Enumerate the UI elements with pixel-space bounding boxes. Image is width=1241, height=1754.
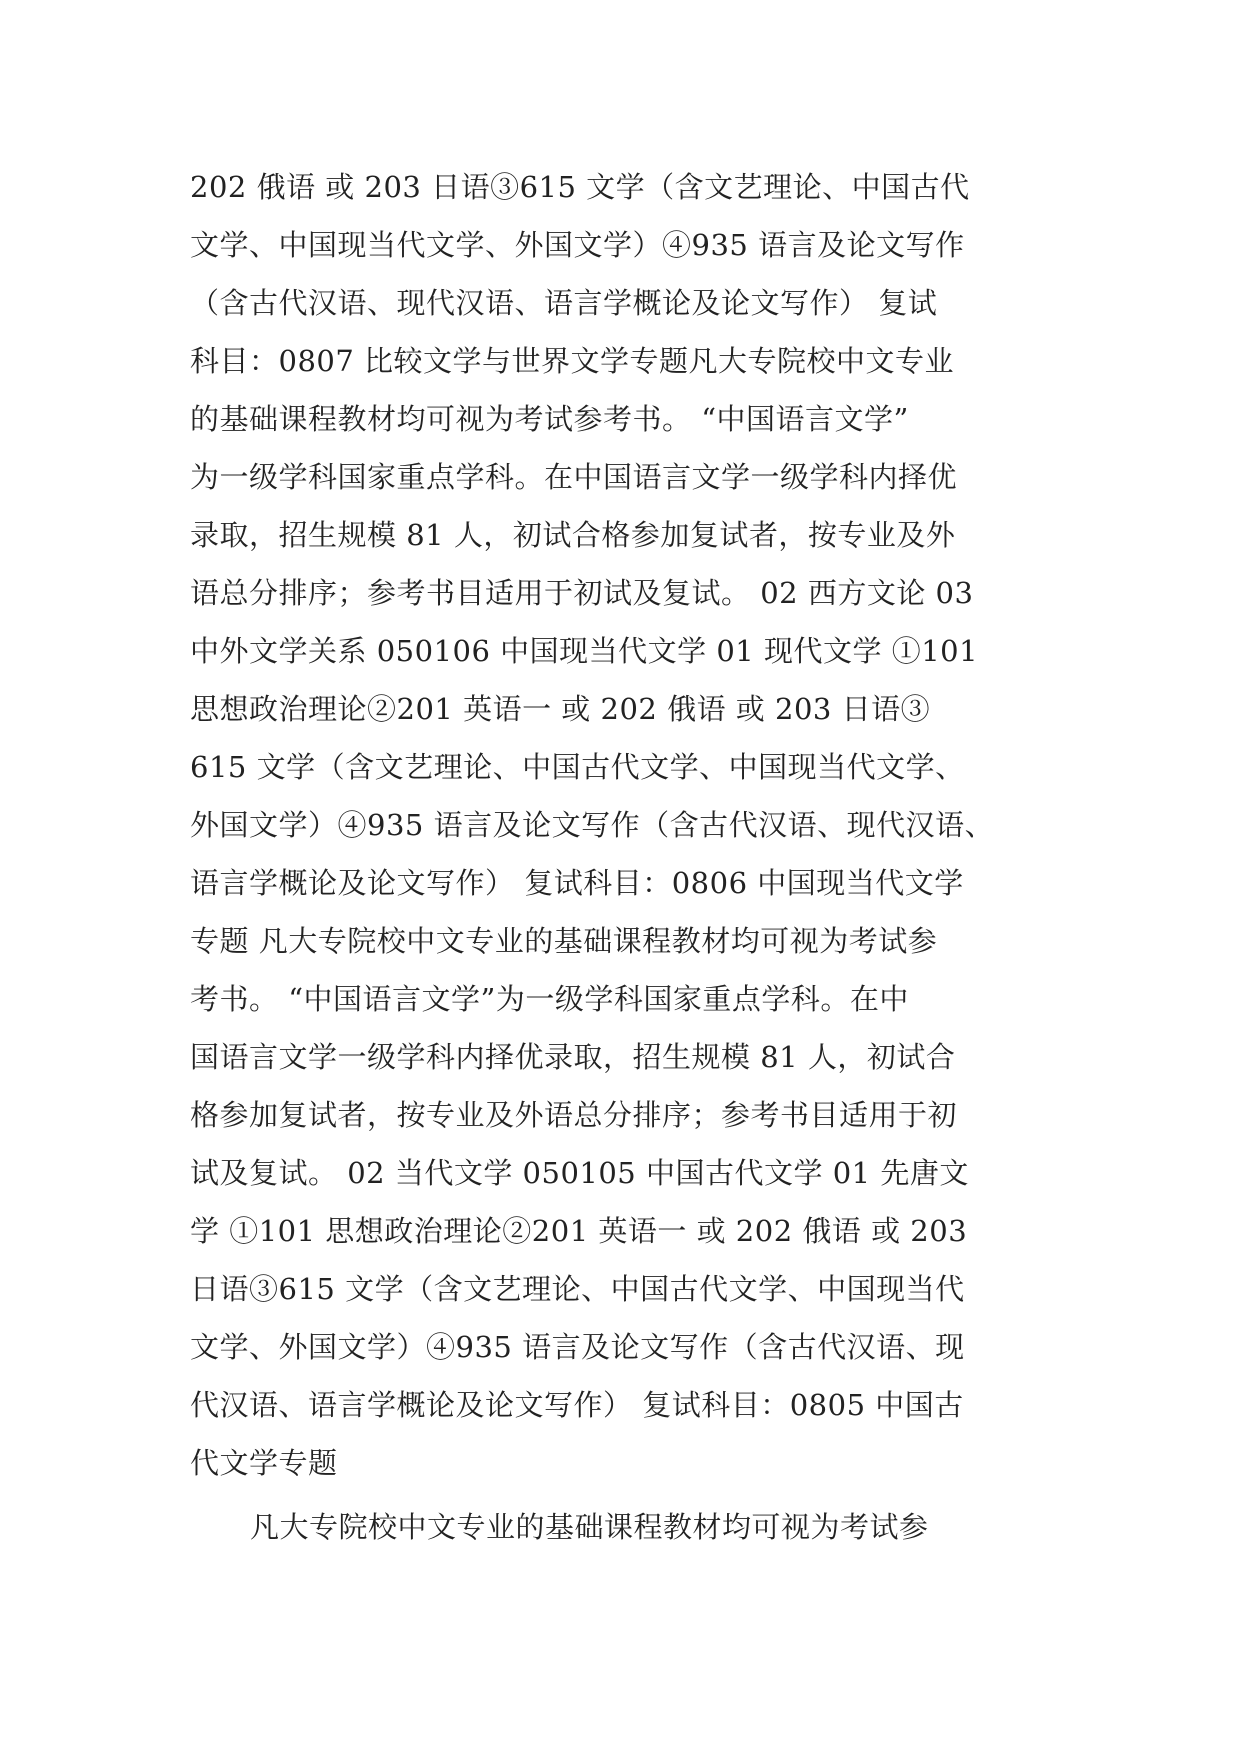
- text-line: 的基础课程教材均可视为考试参考书。 “中国语言文学”: [190, 402, 909, 436]
- text-line: 为一级学科国家重点学科。在中国语言文学一级学科内择优: [190, 460, 958, 494]
- text-line: 代汉语、语言学概论及论文写作） 复试科目：0805 中国古: [190, 1388, 964, 1422]
- text-line: 文学、中国现当代文学、外国文学）④935 语言及论文写作: [190, 228, 965, 262]
- text-line: 语总分排序；参考书目适用于初试及复试。 02 西方文论 03: [190, 576, 974, 610]
- text-line: 日语③615 文学（含文艺理论、中国古代文学、中国现当代: [190, 1272, 965, 1306]
- text-line: 录取，招生规模 81 人，初试合格参加复试者，按专业及外: [190, 518, 956, 552]
- text-line: 代文学专题: [190, 1446, 338, 1480]
- text-line: （含古代汉语、现代汉语、语言学概论及论文写作） 复试: [190, 286, 938, 320]
- text-line: 格参加复试者，按专业及外语总分排序；参考书目适用于初: [190, 1098, 958, 1132]
- text-line: 专题 凡大专院校中文专业的基础课程教材均可视为考试参: [190, 924, 938, 958]
- text-line: 考书。 “中国语言文学”为一级学科国家重点学科。在中: [190, 982, 909, 1016]
- text-line: 外国文学）④935 语言及论文写作（含古代汉语、现代汉语、: [190, 808, 995, 842]
- text-line: 国语言文学一级学科内择优录取，招生规模 81 人，初试合: [190, 1040, 956, 1074]
- paragraph-first-line: 凡大专院校中文专业的基础课程教材均可视为考试参: [250, 1510, 929, 1544]
- text-line: 试及复试。 02 当代文学 050105 中国古代文学 01 先唐文: [190, 1156, 969, 1190]
- text-line: 学 ①101 思想政治理论②201 英语一 或 202 俄语 或 203: [190, 1214, 968, 1248]
- text-line: 科目：0807 比较文学与世界文学专题凡大专院校中文专业: [190, 344, 955, 378]
- text-line: 语言学概论及论文写作） 复试科目：0806 中国现当代文学: [190, 866, 964, 900]
- text-line: 202 俄语 或 203 日语③615 文学（含文艺理论、中国古代: [190, 170, 970, 204]
- document-body: [190, 158, 1070, 1556]
- text-line: 文学、外国文学）④935 语言及论文写作（含古代汉语、现: [190, 1330, 965, 1364]
- text-line: 615 文学（含文艺理论、中国古代文学、中国现当代文学、: [190, 750, 965, 784]
- text-line: 思想政治理论②201 英语一 或 202 俄语 或 203 日语③: [190, 692, 931, 726]
- text-line: 中外文学关系 050106 中国现当代文学 01 现代文学 ①101: [190, 634, 979, 668]
